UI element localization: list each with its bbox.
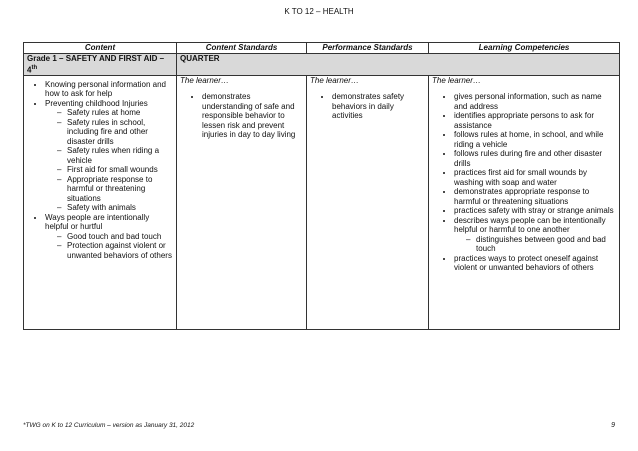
competency-item-text: follows rules at home, in school, and while riding a vehicle [454,130,604,149]
sub-item: – Safety rules at home [57,108,173,118]
sub-item: – Good touch and bad touch [57,232,173,242]
competency-item [454,216,616,254]
competency-item-text: practices safety with stray or strange animals [454,206,614,216]
competency-item-text: practices ways to protect oneself against violent or unwanted behaviors of others [454,253,599,273]
performance-standard-item: • demonstrates safety behaviors in daily activities [332,92,425,121]
content-item-text: Ways people are intentionally helpful or hurtful [45,212,150,232]
performance-standards-cell [307,75,429,329]
sub-item: – distinguishes between good and bad touch [466,235,616,254]
quarter-label: QUARTER [177,54,620,76]
header-content-standards: Content Standards [177,43,307,54]
header-row [24,43,620,54]
competency-item [454,187,616,206]
header-performance-standards: Performance Standards [307,43,429,54]
sub-list [45,232,173,261]
content-standards-list [180,92,303,140]
content-cell [24,75,177,329]
document-title: K TO 12 – HEALTH [284,7,354,16]
page-number: 9 [611,422,615,429]
content-list [27,80,173,261]
sub-item: – Protection against violent or unwanted behaviors of others [57,241,173,260]
sub-item: – Safety rules when riding a vehicle [57,146,173,165]
grade-row [24,54,620,76]
competency-item-text: demonstrates appropriate response to harmful or threatening situations [454,187,590,206]
footer-note: *TWG on K to 12 Curriculum – version as January 31, 2012 [23,422,195,429]
competency-item [454,254,616,273]
sub-list [454,235,616,254]
competency-item [454,130,616,149]
learner-label: The learner… [180,75,229,85]
body-row [24,75,620,329]
learner-label: The learner… [432,75,481,85]
competency-item [454,92,616,111]
content-item [45,213,173,261]
sub-item: – Appropriate response to harmful or threatening situations [57,175,173,204]
competency-item [454,111,616,130]
competency-item [454,149,616,168]
competencies-cell [429,75,620,329]
header-content: Content [24,43,177,54]
sub-item: – First aid for small wounds [57,165,173,175]
sub-item: – Safety with animals [57,203,173,213]
content-item-text: Knowing personal information and how to ask for help [45,79,166,99]
content-item [45,80,173,99]
sub-list [45,108,173,213]
competency-item [454,168,616,187]
header-learning-competencies: Learning Competencies [429,43,620,54]
content-item-text: Preventing childhood Injuries [45,98,148,108]
competency-item [454,206,616,216]
competencies-list [432,92,616,273]
performance-standards-list [310,92,425,121]
competency-item-text: gives personal information, such as name and address [454,92,602,111]
curriculum-table [23,42,620,330]
competency-item-text: describes ways people can be intentionally helpful or harmful to one another [454,215,606,235]
competency-item-text: identifies appropriate persons to ask for assistance [454,111,595,130]
grade-label: Grade 1 – SAFETY AND FIRST AID – 4th [24,54,177,76]
content-standard-item: • demonstrates understanding of safe and responsible behavior to lessen risk and prevent injuries in day to day living [202,92,303,140]
competency-item-text: practices first aid for small wounds by washing with soap and water [454,168,587,187]
content-item [45,99,173,213]
competency-item-text: follows rules during fire and other disaster drills [454,149,603,168]
sub-item: – Safety rules in school, including fire and other disaster drills [57,118,173,147]
learner-label: The learner… [310,75,359,85]
content-standards-cell [177,75,307,329]
